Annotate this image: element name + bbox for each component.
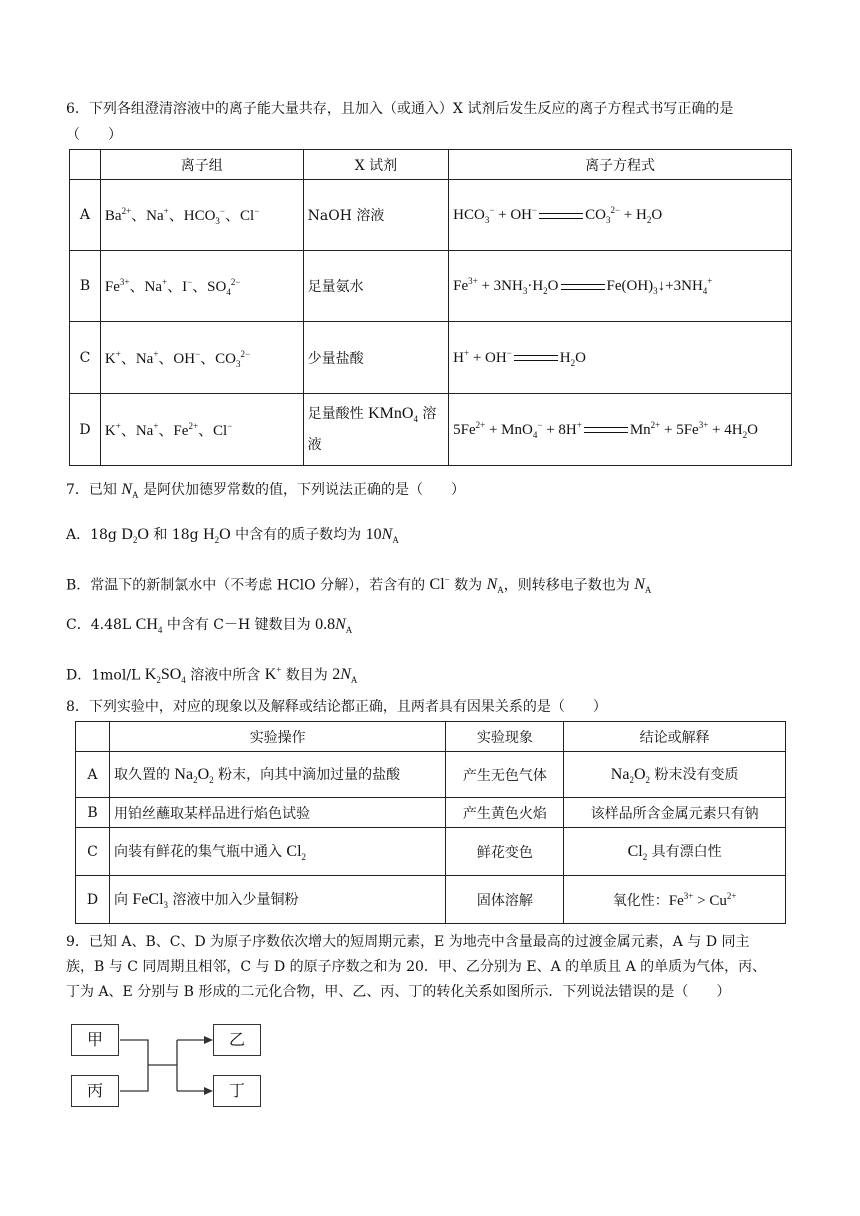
q6-header-equation: 离子方程式 — [449, 150, 792, 180]
q8-row-label: B — [76, 798, 110, 828]
q8-phenomenon: 产生无色气体 — [446, 752, 564, 798]
q6-reagent: 少量盐酸 — [303, 322, 448, 394]
box-yi: 乙 — [213, 1024, 261, 1056]
q6-row-label: B — [70, 251, 101, 322]
q8-row-label: A — [76, 752, 110, 798]
arrow-to-yi — [204, 1036, 213, 1044]
q6-row-label: D — [70, 394, 101, 466]
q6-equation: $Fe^{3+} + 3NH_3\cdot H_2O$ $Fe(OH)_3↓+3NH_4^+$ — [449, 251, 792, 322]
q8-header-conclusion: 结论或解释 — [564, 722, 786, 752]
q6-reagent: 足量酸性 KMnO$_4$ 溶液 — [303, 394, 448, 466]
q7-option-d: D．1mol/L $K_2SO_4$ 溶液中所含 K+ 数目为 $2N_A$ — [66, 665, 358, 686]
q6-ion-group: K+、Na+、OH−、$CO_3^{2-}$ — [100, 322, 303, 394]
q8-header-operation: 实验操作 — [109, 722, 445, 752]
q9-flow-diagram — [70, 1022, 260, 1112]
q8-phenomenon: 产生黄色火焰 — [446, 798, 564, 828]
q8-phenomenon: 固体溶解 — [446, 876, 564, 924]
q8-operation: 向装有鲜花的集气瓶中通入 $Cl_2$ — [109, 828, 445, 876]
q6-answer-paren: （ ） — [66, 127, 122, 143]
q6-header-blank — [70, 150, 101, 180]
q7-stem: 7．已知 $N_A$ 是阿伏加德罗常数的值，下列说法正确的是（ ） — [66, 481, 465, 501]
q6-equation: $HCO_3^- + OH^-$ $CO_3^{2-} + H_2O$ — [449, 180, 792, 251]
q8-row-label: D — [76, 876, 110, 924]
arrow-to-ding — [204, 1087, 213, 1095]
q7-option-a: A．18g $D_2O$ 和 18g $H_2O$ 中含有的质子数均为 $10N_A$ — [66, 526, 399, 546]
q6-reagent: NaOH 溶液 — [303, 180, 448, 251]
q7-option-c: C．4.48L $CH_4$ 中含有 C－H 键数目为 $0.8N_A$ — [66, 616, 353, 636]
q9-stem-line-2: 族，B 与 C 同周期且相邻，C 与 D 的原子序数之和为 20．甲、乙分别为 E、A 的单质且 A 的单质为气体，丙、 — [66, 959, 767, 975]
q8-phenomenon: 鲜花变色 — [446, 828, 564, 876]
q6-equation: H+ + OH− $H_2O$ — [449, 322, 792, 394]
q6-ion-group: $Ba^{2+}$、Na+、$HCO_3^-$、Cl− — [100, 180, 303, 251]
q6-reagent: 足量氨水 — [303, 251, 448, 322]
box-bing: 丙 — [71, 1075, 119, 1107]
box-ding: 丁 — [213, 1075, 261, 1107]
q8-operation: 取久置的 $Na_2O_2$ 粉末，向其中滴加过量的盐酸 — [109, 752, 445, 798]
q6-table — [69, 149, 792, 466]
q8-row-label: C — [76, 828, 110, 876]
flow-connectors — [70, 1022, 260, 1112]
q6-header-reagent: X 试剂 — [303, 150, 448, 180]
q8-header-phenomenon: 实验现象 — [446, 722, 564, 752]
q6-row-label: A — [70, 180, 101, 251]
q8-stem: 8．下列实验中，对应的现象以及解释或结论都正确，且两者具有因果关系的是（ ） — [66, 699, 607, 715]
q6-ion-group: K+、Na+、$Fe^{2+}$、Cl− — [100, 394, 303, 466]
q8-conclusion: 氧化性：$Fe^{3+} > Cu^{2+}$ — [564, 876, 786, 924]
q8-header-blank — [76, 722, 110, 752]
q6-stem: 6．下列各组澄清溶液中的离子能大量共存，且加入（或通入）X 试剂后发生反应的离子方程式书写正确的是 — [66, 101, 734, 117]
q6-header-ion-group: 离子组 — [100, 150, 303, 180]
q9-stem-line-1: 9．已知 A、B、C、D 为原子序数依次增大的短周期元素，E 为地壳中含量最高的过渡金属元素，A 与 D 同主 — [66, 934, 750, 950]
q8-conclusion: $Cl_2$ 具有漂白性 — [564, 828, 786, 876]
q8-operation: 向 FeCl$_3$ 溶液中加入少量铜粉 — [109, 876, 445, 924]
q9-stem-line-3: 丁为 A、E 分别与 B 形成的二元化合物，甲、乙、丙、丁的转化关系如图所示．下列说法错误的是（ ） — [66, 984, 731, 1000]
q8-conclusion: $Na_2O_2$ 粉末没有变质 — [564, 752, 786, 798]
q6-ion-group: $Fe^{3+}$、Na+、I−、$SO_4^{2-}$ — [100, 251, 303, 322]
q6-equation: $5Fe^{2+} + MnO_4^- + 8H^+$ $Mn^{2+} + 5Fe^{3+} + 4H_2O$ — [449, 394, 792, 466]
q6-row-label: C — [70, 322, 101, 394]
q8-operation: 用铂丝蘸取某样品进行焰色试验 — [109, 798, 445, 828]
q8-table — [75, 721, 786, 924]
box-jia: 甲 — [71, 1024, 119, 1056]
q8-conclusion: 该样品所含金属元素只有钠 — [564, 798, 786, 828]
q7-option-b: B．常温下的新制氯水中（不考虑 HClO 分解），若含有的 Cl− 数为 $N_A$，则转移电子数也为 $N_A$ — [66, 575, 652, 596]
